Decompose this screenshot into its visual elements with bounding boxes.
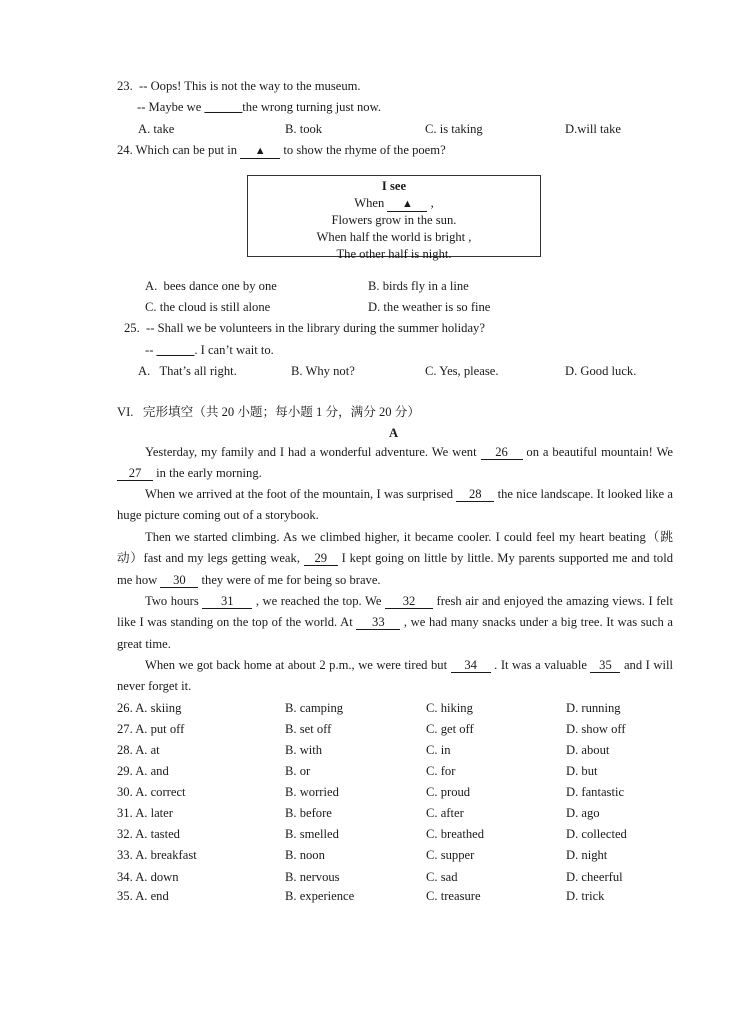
- poem-line-2: Flowers grow in the sun.: [331, 213, 457, 227]
- q23-option-d: D.will take: [565, 122, 621, 136]
- choice-33-c: C. supper: [426, 848, 475, 862]
- q25-blank: ______: [156, 343, 195, 357]
- blank-30: 30: [160, 573, 198, 588]
- choice-26-c: C. hiking: [426, 701, 473, 715]
- q23-option-c: C. is taking: [425, 122, 483, 136]
- choice-34-b: B. nervous: [285, 870, 340, 884]
- q23-stem: 23. -- Oops! This is not the way to the museum.: [117, 79, 361, 93]
- blank-29: 29: [304, 551, 338, 566]
- q25-stem: 25. -- Shall we be volunteers in the library during the summer holiday?: [124, 321, 485, 335]
- q23-option-b: B. took: [285, 122, 323, 136]
- q24-option-a: A. bees dance one by one: [145, 279, 277, 293]
- choice-27-d: D. show off: [566, 722, 626, 736]
- choice-27-a: 27. A. put off: [117, 722, 185, 736]
- choice-32-c: C. breathed: [426, 827, 485, 841]
- q23-option-a: A. take: [138, 122, 175, 136]
- passage-paragraph-3: Then we started climbing. As we climbed higher, it became cooler. I could feel my heart beating（跳动）fast and my legs getting weak, 29 I kept going on little by little. My parents supported me and told me how 30 they were of me for being so brave.: [117, 530, 673, 587]
- choice-29-a: 29. A. and: [117, 764, 169, 778]
- choice-28-a: 28. A. at: [117, 743, 160, 757]
- choice-33-a: 33. A. breakfast: [117, 848, 197, 862]
- choice-35-a: 35. A. end: [117, 889, 169, 903]
- choice-33-d: D. night: [566, 848, 608, 862]
- choice-30-a: 30. A. correct: [117, 785, 186, 799]
- q24-stem-pre: 24. Which can be put in: [117, 143, 241, 157]
- triangle-icon: ▲: [402, 198, 413, 210]
- choice-26-b: B. camping: [285, 701, 344, 715]
- choice-31-a: 31. A. later: [117, 806, 173, 820]
- choice-32-d: D. collected: [566, 827, 627, 841]
- choice-27-c: C. get off: [426, 722, 474, 736]
- blank-33: 33: [356, 615, 400, 630]
- choice-34-c: C. sad: [426, 870, 458, 884]
- q25-option-d: D. Good luck.: [565, 364, 637, 378]
- choice-32-a: 32. A. tasted: [117, 827, 180, 841]
- choice-32-b: B. smelled: [285, 827, 339, 841]
- q24-option-b: B. birds fly in a line: [368, 279, 469, 293]
- choice-30-c: C. proud: [426, 785, 471, 799]
- part-label: A: [389, 426, 399, 440]
- q24-stem-post: to show the rhyme of the poem?: [280, 143, 446, 157]
- choice-31-b: B. before: [285, 806, 332, 820]
- q23-response-pre: -- Maybe we: [137, 100, 205, 114]
- section-heading: VI. 完形填空（共 20 小题；每小题 1 分，满分 20 分）: [117, 405, 420, 419]
- poem-box: [247, 175, 541, 261]
- blank-27: 27: [117, 466, 153, 481]
- choice-26-d: D. running: [566, 701, 621, 715]
- blank-35: 35: [590, 658, 620, 673]
- blank-31: 31: [202, 594, 252, 609]
- triangle-icon: ▲: [254, 145, 266, 157]
- q25-response: -- ______. I can’t wait to.: [145, 343, 274, 357]
- choice-31-d: D. ago: [566, 806, 600, 820]
- passage-paragraph-2: When we arrived at the foot of the mountain, I was surprised 28 the nice landscape. It looked like a huge picture coming out of a storybook.: [117, 487, 673, 523]
- q24-option-c: C. the cloud is still alone: [145, 300, 271, 314]
- q23-blank: ______: [204, 100, 243, 114]
- choice-28-b: B. with: [285, 743, 323, 757]
- choice-34-a: 34. A. down: [117, 870, 179, 884]
- choice-27-b: B. set off: [285, 722, 332, 736]
- choice-30-d: D. fantastic: [566, 785, 625, 799]
- poem-line-4: The other half is night.: [336, 247, 452, 261]
- poem-line-3: When half the world is bright ,: [316, 230, 472, 244]
- q24-blank: [240, 143, 280, 159]
- poem-title: I see: [381, 179, 407, 193]
- blank-34: 34: [451, 658, 491, 673]
- passage-paragraph-5: When we got back home at about 2 p.m., we were tired but 34 . It was a valuable 35 and I will never forget it.: [117, 658, 673, 694]
- q24-stem: [117, 142, 446, 159]
- choice-35-d: D. trick: [566, 889, 605, 903]
- choice-28-d: D. about: [566, 743, 610, 757]
- poem-line-1: When ▲ ,: [354, 196, 434, 210]
- choice-34-d: D. cheerful: [566, 870, 623, 884]
- blank-28: 28: [456, 487, 494, 502]
- choice-26-a: 26. A. skiing: [117, 701, 182, 715]
- q25-option-a: A. That’s all right.: [138, 364, 237, 378]
- blank-32: 32: [385, 594, 433, 609]
- q24-option-d: D. the weather is so fine: [368, 300, 491, 314]
- blank-26: 26: [481, 445, 523, 460]
- choice-35-c: C. treasure: [426, 889, 481, 903]
- q25-option-c: C. Yes, please.: [425, 364, 499, 378]
- choice-35-b: B. experience: [285, 889, 355, 903]
- choice-28-c: C. in: [426, 743, 451, 757]
- passage-paragraph-4: Two hours 31 , we reached the top. We 32 fresh air and enjoyed the amazing views. I felt like I was standing on the top of the world. At 33 , we had many snacks under a big tree. It was such a great time.: [117, 594, 673, 651]
- passage-paragraph-1: Yesterday, my family and I had a wonderful adventure. We went 26 on a beautiful mountain! We 27 in the early morning.: [117, 442, 673, 485]
- choice-30-b: B. worried: [285, 785, 339, 799]
- choice-29-b: B. or: [285, 764, 311, 778]
- choice-31-c: C. after: [426, 806, 464, 820]
- choice-33-b: B. noon: [285, 848, 325, 862]
- choice-29-d: D. but: [566, 764, 598, 778]
- q25-option-b: B. Why not?: [291, 364, 355, 378]
- q23-response-post: the wrong turning just now.: [242, 100, 382, 114]
- choice-29-c: C. for: [426, 764, 456, 778]
- poem-blank: [387, 196, 427, 212]
- q23-response: [137, 99, 381, 115]
